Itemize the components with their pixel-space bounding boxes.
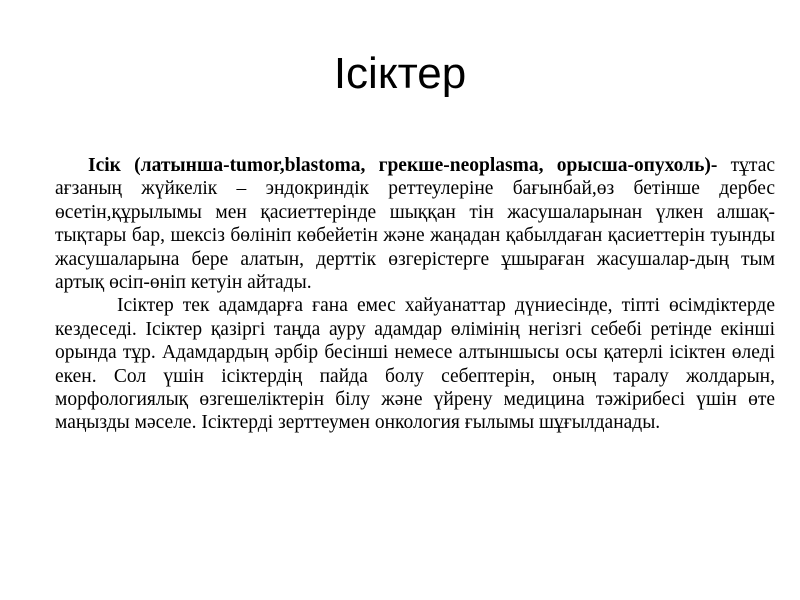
slide-title: Ісіктер [333, 49, 467, 98]
paragraph-definition [55, 154, 775, 294]
paragraph-prevalence: Ісіктер тек адамдарға ғана емес хайуанаттар дүниесінде, тіпті өсімдіктерде кездеседі. Ісіктер қазіргі таңда ауру адамдар өлімінің негізгі себебі ретінде екінші орында тұр. Адамдардың әрбір бесінші немесе алтыншысы осы қатерлі ісіктен өледі екен. Сол үшін ісіктердің пайда болу себептерін, оның таралу жолдарын, морфологиялық өзгешеліктерін білу және үйрену медицина тәжірибесі үшін өте маңызды мәселе. Ісіктерді зерттеумен онкология ғылымы шұғылданады. [55, 295, 775, 434]
definition-term: Ісік (латынша-tumor,blastoma, грекше-neoplasma, орысша-опухоль)- [88, 155, 718, 176]
definition-text: тұтас ағзаның жүйкелік – эндокриндік реттеулеріне бағынбай,өз бетінше дербес өсетін,құрылымы мен қасиеттерінде шыққан тін жасушаларынан үлкен алшақ-тықтары бар, шексіз бөлініп көбейетін және жаңадан қабылдаған қасиеттерін туынды жасушаларына бере алатын, дерттік өзгерістерге ұшыраған жасушалар-дың тым артық өсіп-өніп кетуін айтады. [55, 155, 776, 294]
slide-body [55, 154, 775, 435]
